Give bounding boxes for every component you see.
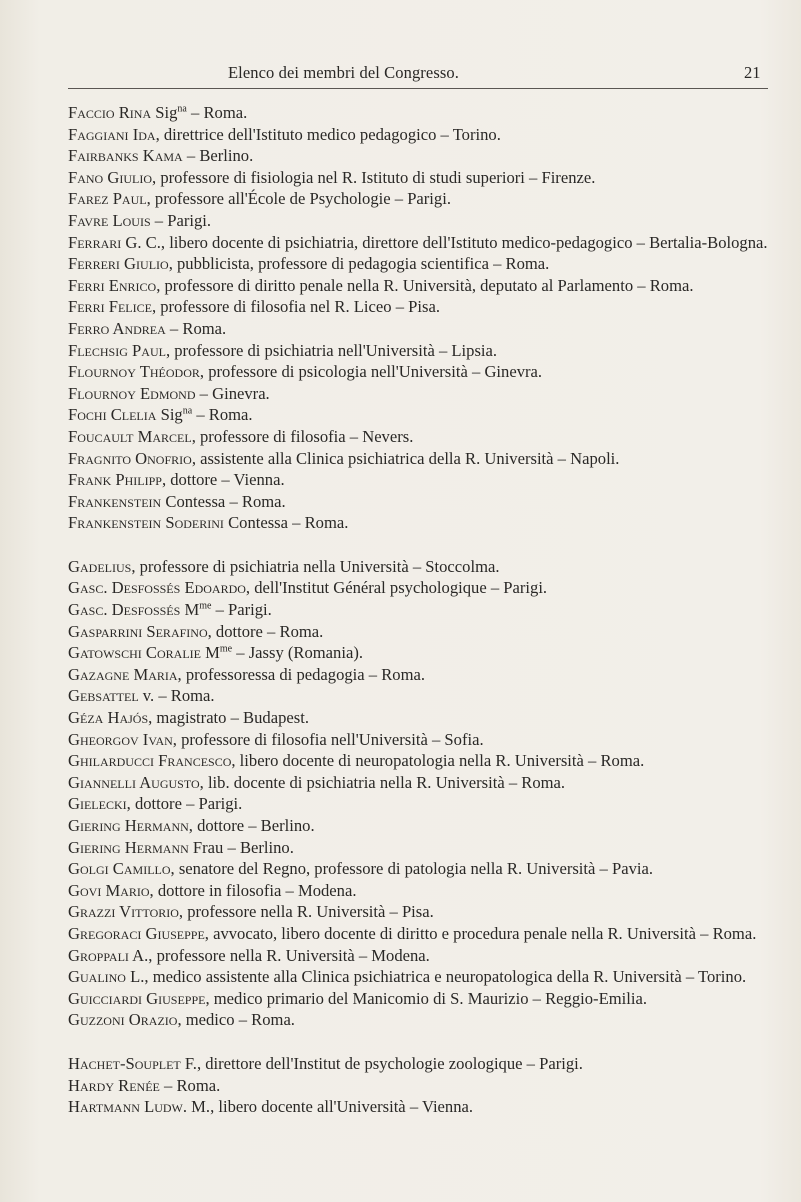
member-name: Ferri Felice bbox=[68, 297, 152, 317]
member-entry bbox=[68, 361, 768, 383]
member-name: Gasc. Desfossés bbox=[68, 600, 181, 620]
member-title: Sig bbox=[151, 103, 178, 122]
member-name: Frankenstein bbox=[68, 491, 162, 511]
member-name: Guzzoni Orazio bbox=[68, 1010, 178, 1030]
member-name: Gatowschi Coralie bbox=[68, 643, 201, 663]
member-entry bbox=[68, 901, 768, 923]
member-entry bbox=[68, 988, 768, 1010]
member-entry bbox=[68, 404, 768, 426]
member-details: , pubblicista, professore di pedagogia scientifica – Roma. bbox=[168, 254, 550, 274]
member-details: , direttrice dell'Istituto medico pedagogico – Torino. bbox=[155, 124, 501, 144]
member-details: , libero docente di psichiatria, direttore dell'Istituto medico-pedagogico – Bertalia-Bologna. bbox=[160, 232, 768, 252]
member-name: Gebsattel bbox=[68, 686, 139, 706]
member-details: , medico assistente alla Clinica psichiatrica e neuropatologica della R. Università – Torino. bbox=[144, 967, 747, 987]
member-entry bbox=[68, 685, 768, 707]
member-name: Gazagne Maria bbox=[68, 664, 178, 684]
member-name: Fochi Clelia bbox=[68, 405, 157, 425]
member-details: , professore di filosofia nel R. Liceo – Pisa. bbox=[151, 297, 440, 317]
member-name: Hardy Renée bbox=[68, 1075, 160, 1095]
member-entry bbox=[68, 750, 768, 772]
member-details: , medico – Roma. bbox=[177, 1010, 295, 1030]
member-entry bbox=[68, 772, 768, 794]
member-entry bbox=[68, 275, 768, 297]
member-entry bbox=[68, 318, 768, 340]
member-details: – Ginevra. bbox=[195, 383, 270, 403]
member-entry bbox=[68, 707, 768, 729]
member-entry bbox=[68, 469, 768, 491]
member-details: – Parigi. bbox=[211, 600, 272, 620]
member-entry bbox=[68, 253, 768, 275]
member-entry bbox=[68, 793, 768, 815]
member-name: Hachet-Souplet F. bbox=[68, 1053, 197, 1073]
member-entry bbox=[68, 837, 768, 859]
member-entry bbox=[68, 102, 768, 124]
header-rule bbox=[68, 88, 768, 89]
member-details: , professore di fisiologia nel R. Istituto di studi superiori – Firenze. bbox=[152, 167, 596, 187]
member-name: Flechsig Paul bbox=[68, 340, 166, 360]
member-name: Faggiani Ida bbox=[68, 124, 156, 144]
member-entry bbox=[68, 923, 768, 945]
member-name: Flournoy Edmond bbox=[68, 383, 196, 403]
member-name: Flournoy Théodor bbox=[68, 362, 200, 382]
member-entry bbox=[68, 383, 768, 405]
member-title: Sig bbox=[156, 405, 183, 425]
member-entry bbox=[68, 966, 768, 988]
member-name: Gadelius bbox=[68, 556, 132, 576]
member-name: Géza Hajós bbox=[68, 708, 149, 728]
member-entry bbox=[68, 664, 768, 686]
member-name: Hartmann Ludw. M. bbox=[68, 1097, 211, 1117]
member-name: Faccio Rina bbox=[68, 103, 152, 122]
member-name: Gielecki bbox=[68, 794, 127, 814]
member-name: Groppali A. bbox=[68, 945, 149, 965]
member-details: , professore all'École de Psychologie – Parigi. bbox=[146, 189, 451, 209]
member-entry bbox=[68, 815, 768, 837]
member-details: , avvocato, libero docente di diritto e procedura penale nella R. Università – Roma. bbox=[204, 923, 757, 943]
member-details: , dottore in filosofia – Modena. bbox=[149, 880, 357, 900]
member-name: Gregoraci Giuseppe bbox=[68, 923, 205, 943]
member-entry bbox=[68, 512, 768, 534]
member-name: Giannelli Augusto bbox=[68, 772, 200, 792]
member-name: Gasc. Desfossés Edoardo bbox=[68, 578, 246, 598]
member-details: , professore di filosofia – Nevers. bbox=[191, 426, 414, 446]
member-entry bbox=[68, 296, 768, 318]
member-details: – Berlino. bbox=[182, 146, 254, 166]
member-name: Guicciardi Giuseppe bbox=[68, 988, 206, 1008]
member-entry bbox=[68, 621, 768, 643]
member-name: Gualino L. bbox=[68, 967, 145, 987]
member-title: M bbox=[180, 600, 200, 620]
running-head: Elenco dei membri del Congresso. bbox=[228, 63, 459, 82]
member-details: – Parigi. bbox=[150, 210, 212, 230]
member-name: Gheorgov Ivan bbox=[68, 729, 173, 749]
member-details: , libero docente di neuropatologia nella R. Università – Roma. bbox=[231, 751, 645, 771]
member-details: – Roma. bbox=[192, 405, 253, 425]
member-details: – Jassy (Romania). bbox=[232, 643, 363, 663]
page-number: 21 bbox=[744, 63, 761, 82]
member-entry bbox=[68, 577, 768, 599]
member-entry bbox=[68, 1009, 768, 1031]
member-title-superscript: me bbox=[199, 600, 212, 612]
member-name: Gasparrini Serafino bbox=[68, 621, 208, 641]
member-entry bbox=[68, 210, 768, 232]
member-name: Ferro Andrea bbox=[68, 318, 166, 338]
member-entry bbox=[68, 448, 768, 470]
member-details: , dottore – Parigi. bbox=[126, 794, 243, 814]
member-details: , assistente alla Clinica psichiatrica della R. Università – Napoli. bbox=[191, 448, 620, 468]
member-details: – Roma. bbox=[186, 103, 248, 122]
member-entry bbox=[68, 599, 768, 621]
member-details: , professore di psichiatria nell'Università – Lipsia. bbox=[165, 340, 498, 360]
member-title-superscript: me bbox=[219, 643, 233, 655]
member-name: Fragnito Onofrio bbox=[68, 448, 192, 468]
member-details: , medico primario del Manicomio di S. Maurizio – Reggio-Emilia. bbox=[205, 988, 647, 1008]
member-entry bbox=[68, 1053, 768, 1075]
member-name: Grazzi Vittorio bbox=[68, 902, 179, 922]
member-name: Ferrari G. C. bbox=[68, 232, 161, 252]
member-details: Contessa – Roma. bbox=[223, 513, 349, 533]
member-details: , libero docente all'Università – Vienna. bbox=[210, 1097, 474, 1117]
member-details: , dottore – Roma. bbox=[207, 621, 324, 641]
member-name: Govi Mario bbox=[68, 880, 150, 900]
member-entry bbox=[68, 556, 768, 578]
member-entry bbox=[68, 145, 768, 167]
member-entry bbox=[68, 124, 768, 146]
member-entry bbox=[68, 945, 768, 967]
member-name: Giering Hermann bbox=[68, 837, 189, 857]
member-title-superscript: na bbox=[182, 405, 193, 417]
member-list bbox=[68, 102, 768, 1118]
member-entry bbox=[68, 340, 768, 362]
member-entry bbox=[68, 491, 768, 513]
member-entry bbox=[68, 188, 768, 210]
member-details: , professore di filosofia nell'Università – Sofia. bbox=[172, 729, 484, 749]
member-name: Frank Philipp bbox=[68, 470, 162, 490]
member-details: Contessa – Roma. bbox=[161, 491, 286, 511]
member-details: Frau – Berlino. bbox=[188, 837, 294, 857]
member-title: M bbox=[200, 643, 220, 663]
member-details: , professoressa di pedagogia – Roma. bbox=[177, 664, 426, 684]
member-title-superscript: na bbox=[177, 103, 187, 115]
member-entry bbox=[68, 858, 768, 880]
member-details: , dottore – Vienna. bbox=[161, 470, 285, 490]
member-name: Fano Giulio bbox=[68, 167, 153, 187]
member-details: , lib. docente di psichiatria nella R. Università – Roma. bbox=[199, 772, 566, 792]
member-details: , professore nella R. Università – Pisa. bbox=[178, 902, 434, 922]
member-entry bbox=[68, 729, 768, 751]
member-entry bbox=[68, 880, 768, 902]
member-name: Foucault Marcel bbox=[68, 426, 192, 446]
member-name: Giering Hermann bbox=[68, 816, 189, 835]
member-details: , professore nella R. Università – Modena. bbox=[148, 945, 430, 965]
member-name: Ghilarducci Francesco bbox=[68, 751, 232, 771]
member-entry bbox=[68, 232, 768, 254]
member-name: Golgi Camillo bbox=[68, 859, 171, 879]
member-name: Favre Louis bbox=[68, 210, 151, 230]
member-details: v. – Roma. bbox=[138, 686, 215, 706]
member-details: , direttore dell'Institut de psychologie zoologique – Parigi. bbox=[196, 1053, 583, 1073]
member-name: Farez Paul bbox=[68, 189, 147, 209]
member-details: , professore di psichiatria nella Università – Stoccolma. bbox=[131, 556, 500, 576]
member-details: , professore di psicologia nell'Università – Ginevra. bbox=[199, 362, 543, 382]
member-entry bbox=[68, 426, 768, 448]
member-details: , professore di diritto penale nella R. Università, deputato al Parlamento – Roma. bbox=[156, 275, 694, 295]
member-details: , dottore – Berlino. bbox=[188, 816, 315, 835]
member-details: , senatore del Regno, professore di patologia nella R. Università – Pavia. bbox=[170, 859, 654, 879]
member-entry bbox=[68, 1096, 768, 1118]
member-name: Ferreri Giulio bbox=[68, 254, 169, 274]
member-details: – Roma. bbox=[165, 318, 227, 338]
member-details: , magistrato – Budapest. bbox=[148, 708, 309, 728]
member-entry bbox=[68, 642, 768, 664]
member-details: – Roma. bbox=[159, 1075, 221, 1095]
member-name: Ferri Enrico bbox=[68, 275, 157, 295]
member-entry bbox=[68, 1075, 768, 1097]
member-details: , dell'Institut Général psychologique – Parigi. bbox=[245, 578, 548, 598]
member-name: Fairbanks Kama bbox=[68, 146, 183, 166]
member-entry bbox=[68, 167, 768, 189]
member-name: Frankenstein Soderini bbox=[68, 513, 224, 533]
